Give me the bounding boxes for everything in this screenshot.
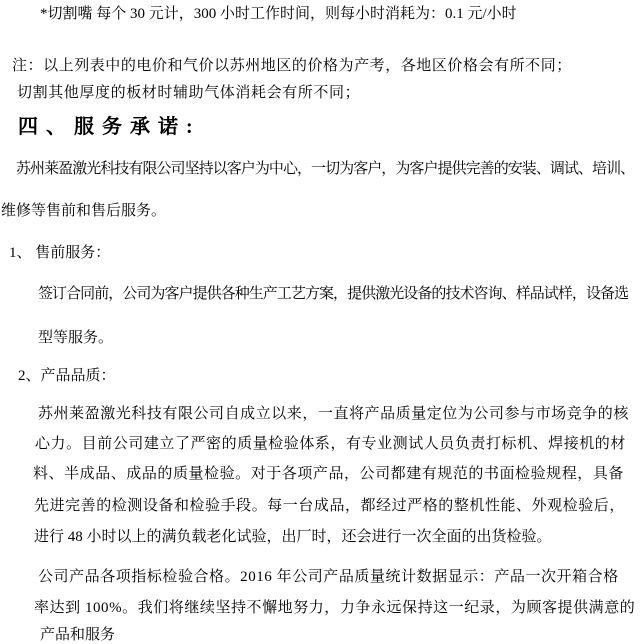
- section-heading-service-commitment: 四、服务承诺:: [18, 116, 201, 138]
- item2-para1-line-5: 进行 48 小时以上的满负载老化试验，出厂时，还会进行一次全面的出货检验。: [34, 529, 552, 545]
- item2-para1-line-4: 先进完善的检测设备和检验手段。每一台成品，都经过严格的整机性能、外观检验后，: [34, 498, 625, 514]
- item1-heading-presale-service: 1、 售前服务：: [9, 245, 111, 261]
- service-intro-line-1: 苏州莱盈激光科技有限公司坚持以客户为中心，一切为客户，为客户提供完善的安装、调试、培训、: [16, 161, 635, 177]
- price-note-line-1: 注：以上列表中的电价和气价以苏州地区的价格为产考，各地区价格会有所不同；: [12, 58, 572, 74]
- item2-heading-product-quality: 2、产品品质：: [18, 368, 116, 384]
- item2-para2-line-2: 率达到 100%。我们将继续坚持不懈地努力，力争永远保持这一纪录，为顾客提供满意的: [34, 600, 636, 616]
- service-intro-line-2: 维修等售前和售后服务。: [1, 203, 167, 219]
- item2-para1-line-3: 料、半成品、成品的质量检验。对于各项产品，公司都建有规范的书面检验规程，具备: [33, 466, 624, 482]
- item1-body-line-2: 型等服务。: [38, 330, 114, 346]
- item2-para1-line-2: 心力。目前公司建立了严密的质量检验体系，有专业测试人员负责打标机、焊接机的材: [35, 436, 626, 452]
- price-note-line-2: 切割其他厚度的板材时辅助气体消耗会有所不同；: [17, 85, 361, 101]
- item1-body-line-1: 签订合同前，公司为客户提供各种生产工艺方案，提供激光设备的技术咨询、样品试样，设备选: [38, 286, 629, 302]
- item2-para2-line-3-cutoff: 产品和服务: [40, 627, 116, 643]
- item2-para1-line-1: 苏州莱盈激光科技有限公司自成立以来，一直将产品质量定位为公司参与市场竞争的核: [38, 406, 629, 422]
- item2-para2-line-1: 公司产品各项指标检验合格。2016 年公司产品质量统计数据显示：产品一次开箱合格: [38, 569, 619, 585]
- consumable-cost-note: *切割嘴 每个 30 元计，300 小时工作时间，则每小时消耗为：0.1 元/小时: [40, 6, 517, 22]
